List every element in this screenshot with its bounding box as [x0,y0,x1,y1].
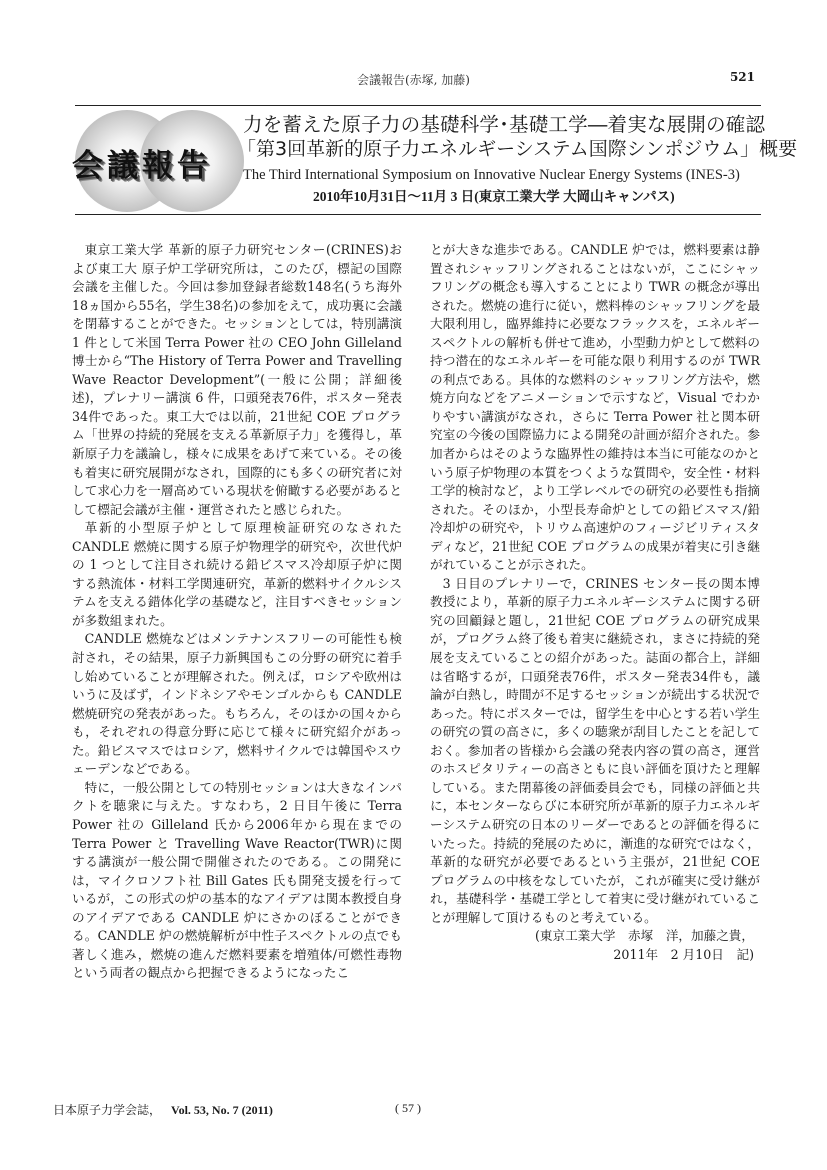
footer-page-number: ( 57 ) [395,1101,421,1115]
paragraph: 3 日目のプレナリーで，CRINES センター長の関本博教授により，革新的原子力エネルギーシステムに関する研究の回顧録と題し，21世紀 COE プログラムの研究成果が，プログラム終了後も着実に継続され，まさに持続的発展を支えていることの紹介があった。誌面の都合上，詳細は省略するが，口頭発表76件，ポスター発表34件も，議論が白熱し，時間が不足するセッションが続出する状況であった。特にポスターでは，留学生を中心とする若い学生の研究の質の高さに，多くの聴衆が刮目したことを記しておく。参加者の皆様から会議の発表内容の質の高さ，運営のホスピタリティーの高さともに良い評価を頂けたと理解している。また閉幕後の評価委員会でも，同様の評価と共に，本センターならびに本研究所が革新的原子力エネルギーシステム研究の日本のリーダーであるとの評価を得るにいたった。持続的発展のために，漸進的な研究ではなく，革新的な研究が必要であるという主張が，21世紀 COE プログラムの中核をなしていたが，これが確実に受け継がれ，基礎科学・基礎工学として着実に受け継がれていることが理解して頂けるものと考えている。 [430,575,760,925]
page-number: 521 [729,70,755,84]
paragraph: とが大きな進歩である。CANDLE 炉では，燃料要素は静置されシャッフリングされることはないが，ここにシャッフリングの概念も導入することにより TWR の概念が導出された。燃焼の進行に従い，燃料棒のシャッフリングを最大限利用し，臨界維持に必要なフラックスを，エネルギースペクトルの解析も併せて進め，小型動力炉として燃料の持つ潜在的なエネルギーを可能な限り利用するのが TWR の利点である。具体的な燃料のシャッフリング方法や，燃焼方向などをアニメーションで示すなど，Visual でわかりやすい講演がなされ，さらに Terra Power 社と関本研究室の今後の国際協力による開発の計画が紹介された。参加者からはそのような臨界性の維持は本当に可能なのかという原子炉物理の本質をつくような質問や，安全性・材料工学的検討など，より工学レベルでの研究の必要性も指摘された。そのほか，小型長寿命炉としての鉛ビスマス/鉛冷却炉の研究や，トリウム高速炉のフィージビリティスタディなど，21世紀 COE プログラムの成果が着実に引き継がれていることが示された。 [430,242,760,573]
paragraph: 革新的小型原子炉として原理検証研究のなされた CANDLE 燃焼に関する原子炉物理学的研究や，次世代炉の 1 つとして注目され続ける鉛ビスマス冷却原子炉に関する熱流体・材料工学関連研究，革新的燃料サイクルシステムを支える錯体化学の基礎など，注目すべきセッションが多数組まれた。 [72,520,402,628]
conference-report-logo [72,110,252,212]
footer-journal [53,1101,273,1118]
bottom-title-rule [75,214,761,215]
signature-date: 2011年 2 月10日 記) [613,946,754,962]
signature-line: (東京工業大学 赤塚 洋，加藤之貴， [534,928,754,944]
running-head: 会議報告(赤塚, 加藤) [357,73,470,87]
title-block [237,112,798,208]
logo-text: 会議報告 [72,148,212,184]
left-column [72,241,402,983]
paragraph: 特に，一般公開としての特別セッションは大きなインパクトを聴衆に与えた。すなわち，2 日目午後に Terra Power 社の Gilleland 氏から2006年から現在までの Terra Power と Travelling Wave Reactor(TWR)に関する講演が一般公開で開催されたのである。この開発には，マイクロソフト社 Bill Gates 氏も開発支援を行っているが，この形式の炉の基本的なアイデアは関本教授自身のアイデアである CANDLE 炉にさかのぼることができる。CANDLE 炉の燃焼解析が中性子スペクトルの点でも著しく進み，燃焼の進んだ燃料要素を増殖体/可燃性毒物という両者の観点から把握できるようになったこ [72,779,402,981]
right-column [430,241,760,964]
journal-volume: Vol. 53, No. 7 (2011) [171,1103,273,1117]
english-title: The Third International Symposium on Innovative Nuclear Energy Systems (INES-3) [243,167,740,183]
article-title: 力を蓄えた原子力の基礎科学･基礎工学―着実な展開の確認 [243,113,766,136]
paragraph: 東京工業大学 革新的原子力研究センター(CRINES)および東工大 原子炉工学研究所は，このたび，標記の国際会議を主催した。今回は参加登録者総数148名(うち海外18ヵ国から55名，学生38名)の参加をえて，成功裏に会議を閉幕することができた。セッションとしては，特別講演 1 件として米国 Terra Power 社の CEO John Gilleland 博士から“The History of Terra Power and Travelling Wave Reactor Development”(一般に公開；詳細後述)，プレナリー講演 6 件，口頭発表76件，ポスター発表34件であった。東工大では以前，21世紀 COE プログラム「世界の持続的発展を支える革新原子力」を獲得し，革新原子力を議論し，様々に成果をあげて来ている。その後も着実に研究展開がなされ，国際的にも多くの研究者に対して求心力を一層高めている現状を俯瞰する必要があるとして標記会議が主催・運営されたと感じられた。 [72,242,402,517]
journal-name: 日本原子力学会誌， [53,1103,162,1117]
date-venue: 2010年10月31日～11月 3 日(東京工業大学 大岡山キャンパス) [313,189,675,204]
article-subtitle: 「第3回革新的原子力エネルギーシステム国際シンポジウム」概要 [237,138,798,160]
top-rule [75,105,761,106]
paragraph: CANDLE 燃焼などはメンテナンスフリーの可能性も検討され，その結果，原子力新興国もこの分野の研究に着手し始めていることが理解された。例えば，ロシアや欧州はいうに及ばず，インドネシアやモンゴルからも CANDLE 燃焼研究の発表があった。もちろん，そのほかの国々からも，それぞれの得意分野に応じて様々に研究紹介があった。鉛ビスマスではロシア，燃料サイクルでは韓国やスウェーデンなどである。 [72,631,402,777]
